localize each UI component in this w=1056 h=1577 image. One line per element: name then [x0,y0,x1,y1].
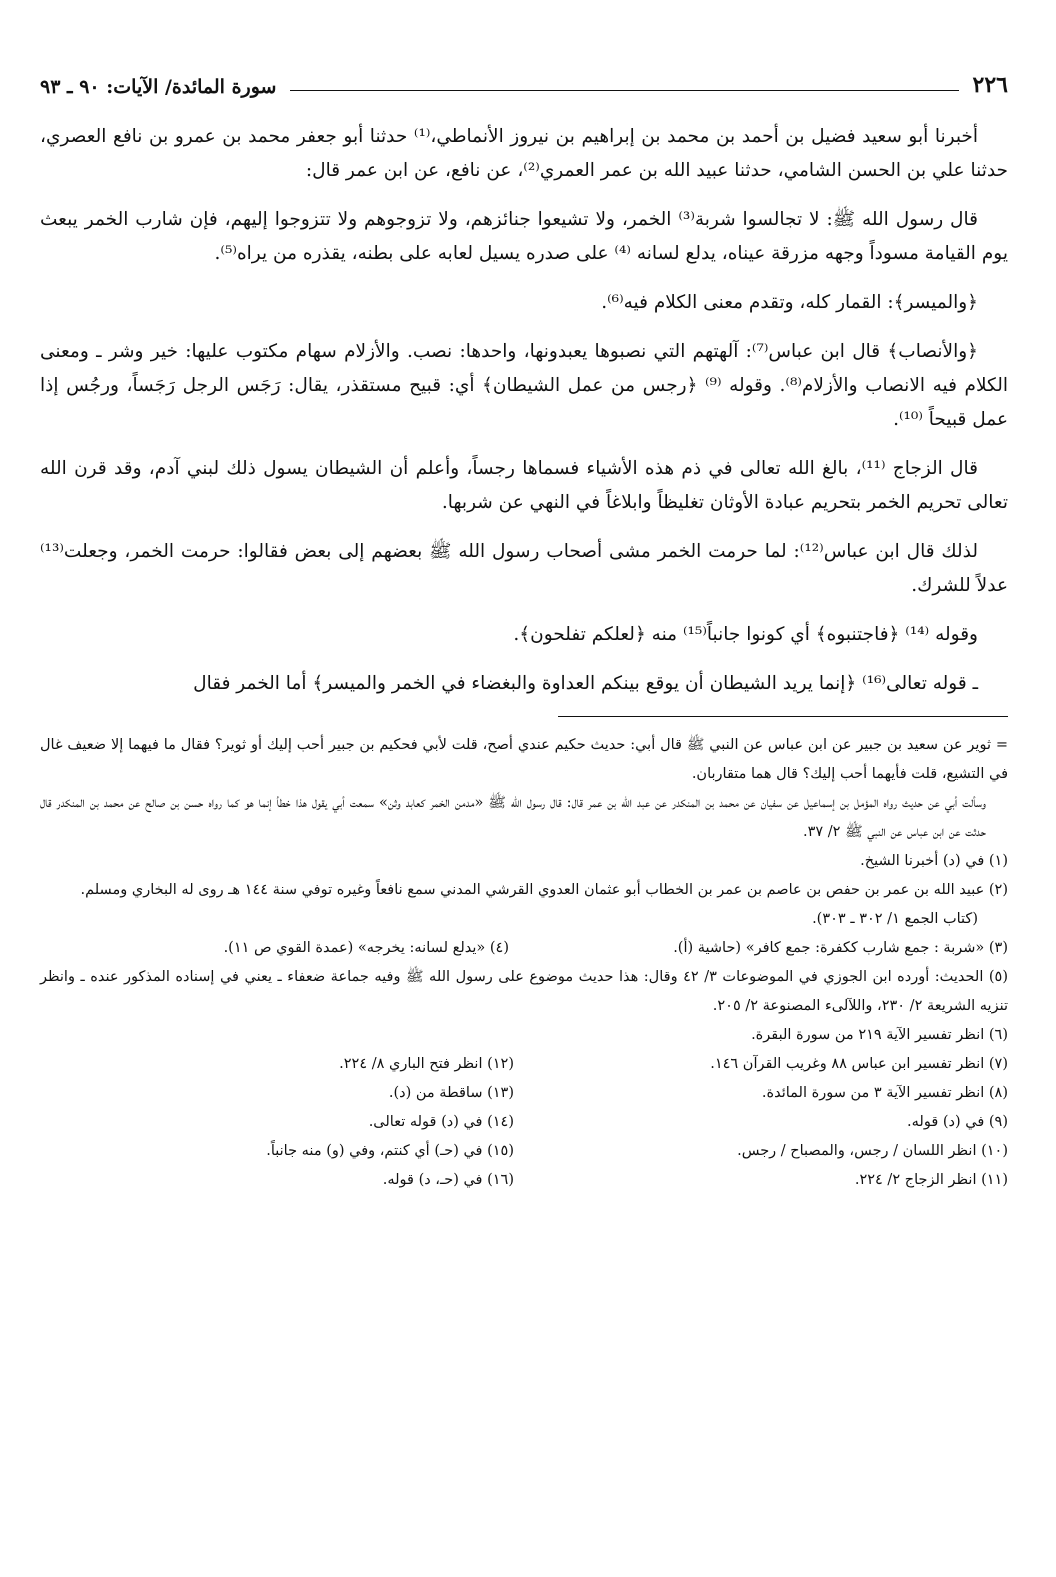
footnote-columns [40,1021,1008,1195]
footnote-divider [558,716,1008,717]
main-text [40,120,1008,701]
paragraph-isnad: أخبرنا أبو سعيد فضيل بن أحمد بن محمد بن إبراهيم بن نيروز الأنماطي،⁽¹⁾ حدثنا أبو جعفر محمد بن عمرو بن نافع العصري، حدثنا علي بن الحسن الشامي، حدثنا عبيد الله بن عمر العمري⁽²⁾، عن نافع، عن ابن عمر قال: [40,126,1008,181]
footnote-4: (٤) «يدلع لسانه: يخرجه» (عمدة القوي ص ١١). [223,940,509,956]
footnote-11: (١١) انظر الزجاج ٢/ ٢٢٤. [854,1172,1008,1188]
header-rule [290,90,958,91]
footnote-12: (١٢) انظر فتح الباري ٨/ ٢٢٤. [339,1056,514,1072]
footnote-8: (٨) انظر تفسير الآية ٣ من سورة المائدة. [761,1085,1008,1101]
footnote-13: (١٣) ساقطة من (د). [388,1085,514,1101]
footnote-3: (٣) «شربة : جمع شارب ككفرة: جمع كافر» (حاشية (أ). [673,940,1008,956]
footnote-7: (٧) انظر تفسير ابن عباس ٨٨ وغريب القرآن ١٤٦. [710,1056,1008,1072]
footnote-continuation: = ثوير عن سعيد بن جبير عن ابن عباس عن النبي ﷺ قال أبي: حديث حكيم عندي أصح، قلت لأبي فحكيم بن جبير أحب إليك أو ثوير؟ فقال ما فيهما إلا ضعيف غال في التشيع، قلت فأيهما أحب إليك؟ قال هما متقاربان. [40,737,1008,782]
footnote-1: (١) في (د) أخبرنا الشيخ. [860,853,1008,869]
footnote-column-right [534,1021,1008,1195]
paragraph-ibn-abbas: لذلك قال ابن عباس⁽¹²⁾: لما حرمت الخمر مشى أصحاب رسول الله ﷺ بعضهم إلى بعض فقالوا: حرمت الخمر، وجعلت⁽¹³⁾ عدلاً للشرك. [40,541,1008,596]
paragraph-maysir: ﴿والميسر﴾: القمار كله، وتقدم معنى الكلام فيه⁽⁶⁾. [601,292,978,313]
footnote-15: (١٥) في (حـ) أي كنتم، وفي (و) منه جانباً. [266,1143,514,1159]
footnote-2: (٢) عبيد الله بن عمر بن حفص بن عاصم بن عمر بن الخطاب أبو عثمان العدوي القرشي المدني سمع نافعاً وغيره توفي سنة ١٤٤ هـ روى له البخاري ومسلم. [80,882,1008,898]
footnote-5: (٥) الحديث: أورده ابن الجوزي في الموضوعات ٣/ ٤٢ وقال: هذا حديث موضوع على رسول الله ﷺ وفيه جماعة ضعفاء ـ يعني في إسناده المذكور عنده ـ وانظر تنزيه الشريعة ٢/ ٢٣٠، واللآلىء المصنوعة ٢/ ٢٠٥. [40,969,1008,1014]
footnote-2-reference: (كتاب الجمع ١/ ٣٠٢ ـ ٣٠٣). [812,911,978,927]
running-header [40,72,1008,98]
paragraph-zajjaj: قال الزجاج ⁽¹¹⁾، بالغ الله تعالى في ذم هذه الأشياء فسماها رجساً، وأعلم أن الشيطان يسول ذلك لبني آدم، وقد قرن الله تعالى تحريم الخمر بتحريم عبادة الأوثان تغليظاً وابلاغاً في النهي عن شربها. [40,458,1008,513]
footnote-6: (٦) انظر تفسير الآية ٢١٩ من سورة البقرة. [751,1027,1008,1043]
footnote-16: (١٦) في (حـ، د) قوله. [382,1172,514,1188]
footnote-9: (٩) في (د) قوله. [907,1114,1008,1130]
paragraph-ijtanibuh: وقوله ⁽¹⁴⁾ ﴿فاجتنبوه﴾ أي كونوا جانباً⁽¹⁵⁾ منه ﴿لعلكم تفلحون﴾. [513,624,978,645]
footnote-pair [40,934,1008,963]
footnote-column-left [40,1021,514,1195]
paragraph-hadith: قال رسول الله ﷺ: لا تجالسوا شربة⁽³⁾ الخمر، ولا تشيعوا جنائزهم، ولا تزوجوهم ولا تتزوجوا إليهم، فإن شارب الخمر يبعث يوم القيامة مسوداً وجهه مزرقة عيناه، يدلع لسانه ⁽⁴⁾ على صدره يسيل لعابه على بطنه، يقذره من يراه⁽⁵⁾. [40,209,1008,264]
footnote-10: (١٠) انظر اللسان / رجس، والمصباح / رجس. [737,1143,1008,1159]
page-number: ٢٢٦ [972,72,1008,98]
footnote-continuation: وسألت أبي عن حديث رواه المؤمل بن إسماعيل عن سفيان عن محمد بن المنكدر عن عبد الله بن عمر قال: قال رسول الله ﷺ «مدمن الخمر كعابد وثن» سمعت أبي يقول هذا خطأ إنما هو كما رواه حسن بن صالح عن محمد بن المنكدر قال حدثت عن ابن عباس عن النبي ﷺ ٢/ ٣٧. [40,795,986,840]
paragraph-next-verse: ـ قوله تعالى⁽¹⁶⁾ ﴿إنما يريد الشيطان أن يوقع بينكم العداوة والبغضاء في الخمر والميسر﴾ أما الخمر فقال [193,673,978,694]
paragraph-ansab: ﴿والأنصاب﴾ قال ابن عباس⁽⁷⁾: آلهتهم التي نصبوها يعبدونها، واحدها: نصب. والأزلام سهام مكتوب عليها: خير وشر ـ ومعنى الكلام فيه الانصاب والأزلام⁽⁸⁾. وقوله ⁽⁹⁾ ﴿رجس من عمل الشيطان﴾ أي: قبيح مستقذر، يقال: رَجَس الرجل رَجَساً، ورجُس إذا عمل قبيحاً ⁽¹⁰⁾. [40,341,1008,430]
footnotes [40,731,1008,1195]
surah-title: سورة المائدة/ الآيات: ٩٠ ـ ٩٣ [40,76,277,98]
footnote-14: (١٤) في (د) قوله تعالى. [368,1114,514,1130]
